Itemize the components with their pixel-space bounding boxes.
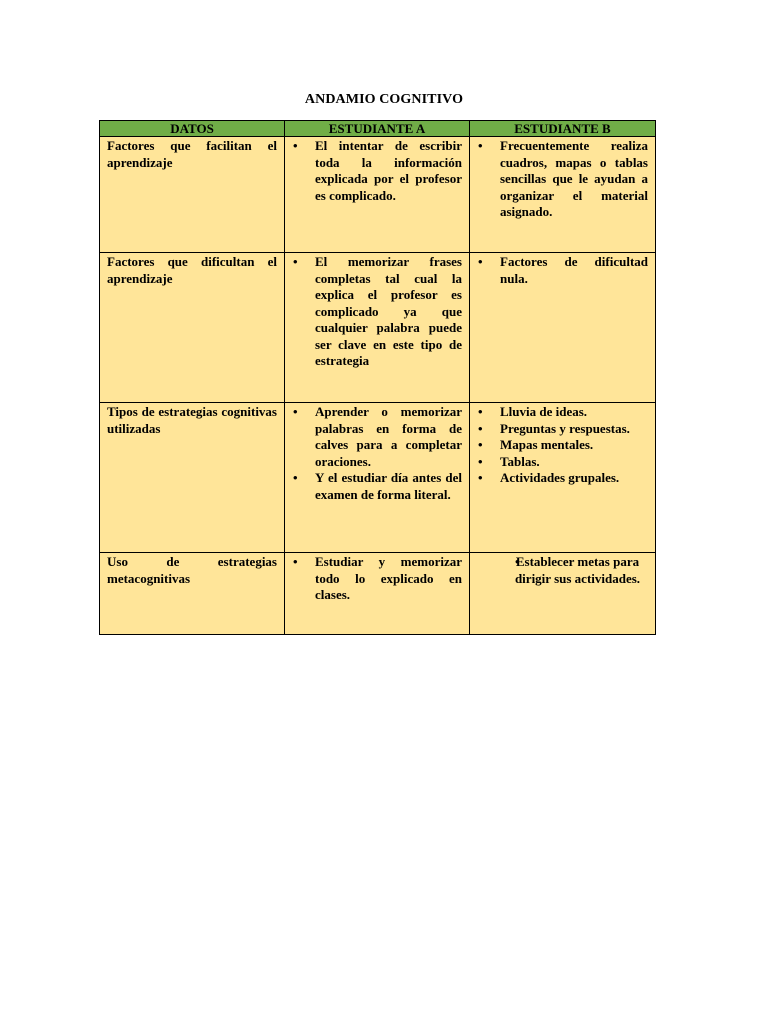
row-label: Uso de estrategias metacognitivas: [107, 554, 277, 586]
list-item: • El memorizar frases completas tal cual la explica el profesor es complicado ya que cualquier palabra puede ser clave en este tipo de estrategia: [315, 254, 462, 370]
list-item: • Factores de dificultad nula.: [500, 254, 648, 287]
student-b-list: [477, 554, 648, 587]
student-b-cell: [470, 253, 656, 403]
student-a-cell: [285, 553, 470, 635]
student-b-list: [477, 404, 648, 487]
list-item: • Tablas.: [500, 454, 648, 471]
row-label-cell: [100, 137, 285, 253]
student-a-cell: [285, 253, 470, 403]
list-item: • Aprender o memorizar palabras en forma de calves para a completar oraciones.: [315, 404, 462, 470]
table-row: [100, 553, 656, 635]
header-datos: DATOS: [100, 121, 285, 137]
list-item: • Mapas mentales.: [500, 437, 648, 454]
student-b-cell: [470, 403, 656, 553]
list-item: • Y el estudiar día antes del examen de forma literal.: [315, 470, 462, 503]
student-b-cell: [470, 137, 656, 253]
list-item: • El intentar de escribir toda la información explicada por el profesor es complicado.: [315, 138, 462, 204]
list-item: • Actividades grupales.: [500, 470, 648, 487]
row-label: Factores que dificultan el aprendizaje: [107, 254, 277, 286]
table-header-row: [100, 121, 656, 137]
header-estudiante-b: ESTUDIANTE B: [470, 121, 656, 137]
row-label-cell: [100, 553, 285, 635]
list-item: • Establecer metas para dirigir sus actividades.: [477, 554, 648, 587]
row-label-cell: [100, 403, 285, 553]
student-a-list: [292, 138, 462, 204]
list-item: • Preguntas y respuestas.: [500, 421, 648, 438]
page-title: ANDAMIO COGNITIVO: [304, 92, 464, 107]
list-item: • Estudiar y memorizar todo lo explicado en clases.: [315, 554, 462, 604]
andamio-table: [99, 120, 656, 635]
list-item: • Frecuentemente realiza cuadros, mapas o tablas sencillas que le ayudan a organizar el material asignado.: [500, 138, 648, 221]
student-a-list: [292, 254, 462, 370]
student-b-cell: [470, 553, 656, 635]
student-a-cell: [285, 137, 470, 253]
row-label-cell: [100, 253, 285, 403]
header-estudiante-a: ESTUDIANTE A: [285, 121, 470, 137]
table-row: [100, 403, 656, 553]
student-a-list: [292, 554, 462, 604]
student-a-cell: [285, 403, 470, 553]
student-a-list: [292, 404, 462, 503]
row-label: Factores que facilitan el aprendizaje: [107, 138, 277, 170]
table-row: [100, 253, 656, 403]
student-b-list: [477, 138, 648, 221]
list-item: • Lluvia de ideas.: [500, 404, 648, 421]
student-b-list: [477, 254, 648, 287]
row-label: Tipos de estrategias cognitivas utilizadas: [107, 404, 277, 436]
table-row: [100, 137, 656, 253]
